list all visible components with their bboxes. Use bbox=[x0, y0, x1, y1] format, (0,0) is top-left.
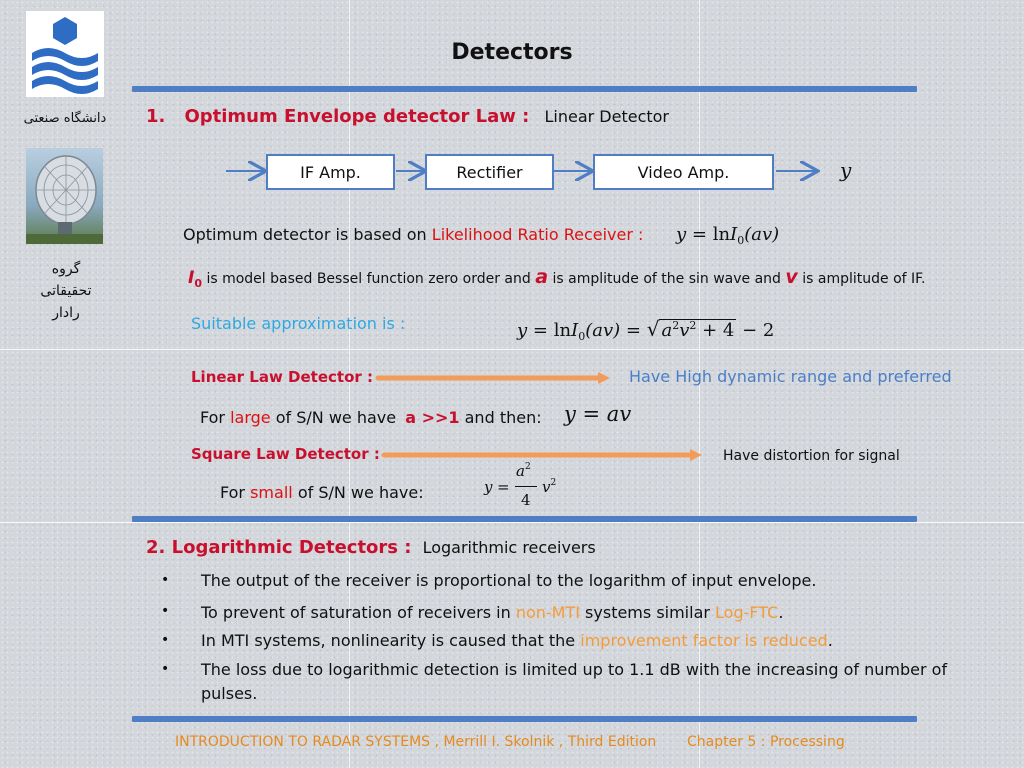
eq-sub: 0 bbox=[737, 234, 745, 247]
v-symbol: v bbox=[785, 266, 798, 288]
small-sn-text bbox=[220, 483, 424, 502]
large-sn-text bbox=[200, 408, 542, 427]
eq-fn: ln bbox=[712, 224, 731, 245]
b2-highlight-1: non-MTI bbox=[515, 603, 580, 622]
section1-heading bbox=[146, 106, 669, 127]
group-line-2: تحقیقاتی bbox=[40, 283, 92, 299]
eq2-arg: (av) bbox=[585, 320, 621, 341]
block-rectifier: Rectifier bbox=[425, 154, 554, 190]
approx-label: Suitable approximation is : bbox=[191, 314, 406, 333]
divider-top bbox=[132, 86, 917, 92]
section1-subtitle: Linear Detector bbox=[544, 107, 669, 126]
rad-v: v bbox=[679, 320, 690, 341]
bullet-1: The output of the receiver is proportional to the logarithm of input envelope. bbox=[201, 571, 817, 590]
eq-lhs: y bbox=[676, 224, 687, 245]
large-pre: For bbox=[200, 408, 225, 427]
group-line-3: رادار bbox=[52, 305, 80, 321]
eq2-sign2: = bbox=[625, 320, 641, 341]
small-word: small bbox=[250, 483, 293, 502]
radar-dish-photo bbox=[26, 148, 103, 244]
b3-pre: In MTI systems, nonlinearity is caused that the bbox=[201, 631, 576, 650]
bullet-4: The loss due to logarithmic detection is limited up to 1.1 dB with the increasing of number of pulses. bbox=[201, 660, 948, 703]
large-mid: of S/N we have bbox=[275, 408, 397, 427]
bullet-marker: • bbox=[161, 632, 170, 648]
eq-var: I bbox=[730, 224, 738, 245]
b3-highlight: improvement factor is reduced bbox=[580, 631, 828, 650]
eq4-vterm bbox=[542, 478, 556, 496]
eq-arg: (av) bbox=[744, 224, 780, 245]
page-title: Detectors bbox=[451, 40, 573, 65]
group-line-1: گروه bbox=[51, 261, 81, 277]
eq4-lhs: y bbox=[484, 478, 493, 496]
block-video-amp: Video Amp. bbox=[593, 154, 774, 190]
linear-law-arrow bbox=[374, 368, 614, 388]
equation-likelihood bbox=[676, 224, 779, 247]
output-y: y bbox=[840, 158, 852, 182]
eq-sign: = bbox=[691, 224, 707, 245]
i0-sub: 0 bbox=[194, 277, 202, 290]
linear-law-label: Linear Law Detector : bbox=[191, 368, 374, 386]
bessel-text-1: is model based Bessel function zero order and bbox=[206, 271, 531, 287]
equation-square bbox=[484, 462, 574, 512]
eq4-v: v bbox=[542, 478, 551, 496]
eq2-sign: = bbox=[532, 320, 548, 341]
rad-v-exp: 2 bbox=[689, 319, 697, 332]
grid-line bbox=[0, 522, 1024, 523]
bullet-marker: • bbox=[161, 572, 170, 588]
eq4-sign: = bbox=[497, 478, 510, 496]
bullet-marker: • bbox=[161, 661, 170, 677]
b2-pre: To prevent of saturation of receivers in bbox=[201, 603, 511, 622]
a-symbol: a bbox=[535, 266, 549, 288]
bullet-2 bbox=[201, 601, 971, 625]
section2-title: 2. Logarithmic Detectors : bbox=[146, 537, 412, 558]
b2-mid: systems similar bbox=[585, 603, 710, 622]
large-cond: a >>1 bbox=[405, 408, 460, 427]
university-name: دانشگاه صنعتی bbox=[23, 111, 107, 126]
equation-linear: y = av bbox=[564, 402, 632, 426]
square-law-note: Have distortion for signal bbox=[723, 448, 900, 464]
bessel-text-2: is amplitude of the sin wave and bbox=[552, 271, 781, 287]
equation-approximation bbox=[517, 317, 774, 343]
footer-reference: INTRODUCTION TO RADAR SYSTEMS , Merrill I. Skolnik , Third Edition bbox=[175, 734, 657, 750]
grid-line bbox=[0, 349, 1024, 350]
bessel-text-3: is amplitude of IF. bbox=[802, 271, 926, 287]
optimum-text bbox=[183, 225, 643, 244]
eq4-v-exp: 2 bbox=[550, 478, 557, 488]
section2-subtitle: Logarithmic receivers bbox=[422, 538, 596, 557]
eq4-num-exp: 2 bbox=[524, 462, 531, 472]
small-pre: For bbox=[220, 483, 245, 502]
footer-chapter: Chapter 5 : Processing bbox=[687, 734, 845, 750]
eq2-var: I bbox=[571, 320, 579, 341]
square-law-label: Square Law Detector : bbox=[191, 445, 380, 463]
large-word: large bbox=[230, 408, 271, 427]
bullet-marker: • bbox=[161, 603, 170, 619]
likelihood-highlight: Likelihood Ratio Receiver : bbox=[431, 225, 644, 244]
divider-bottom bbox=[132, 716, 917, 722]
section1-number: 1. bbox=[146, 106, 166, 127]
rad-rest: + 4 bbox=[702, 320, 735, 341]
section1-title: Optimum Envelope detector Law : bbox=[184, 106, 530, 127]
eq4-numerator bbox=[516, 462, 531, 480]
b2-post: . bbox=[778, 603, 784, 622]
radicand bbox=[659, 319, 736, 341]
sqrt-symbol: √ bbox=[646, 317, 660, 341]
optimum-prefix: Optimum detector is based on bbox=[183, 225, 427, 244]
b3-post: . bbox=[827, 631, 833, 650]
block-if-amp: IF Amp. bbox=[266, 154, 395, 190]
rad-a-exp: 2 bbox=[672, 319, 680, 332]
eq4-num: a bbox=[516, 462, 525, 480]
divider-middle bbox=[132, 516, 917, 522]
section2-heading bbox=[146, 537, 596, 558]
eq2-fn: ln bbox=[553, 320, 572, 341]
fraction-bar bbox=[515, 486, 537, 487]
small-post: of S/N we have: bbox=[297, 483, 424, 502]
eq2-sub: 0 bbox=[578, 330, 586, 343]
rad-a: a bbox=[661, 320, 673, 341]
b2-highlight-2: Log-FTC bbox=[715, 603, 779, 622]
bullet-3 bbox=[201, 629, 971, 653]
bessel-description bbox=[188, 266, 925, 290]
linear-law-note: Have High dynamic range and preferred bbox=[629, 367, 952, 386]
eq2-lhs: y bbox=[517, 320, 528, 341]
eq2-tail: − 2 bbox=[742, 320, 775, 341]
research-group-label bbox=[18, 258, 114, 324]
eq4-den: 4 bbox=[521, 491, 531, 509]
i0-symbol: I bbox=[188, 268, 195, 288]
large-post: and then: bbox=[464, 408, 542, 427]
